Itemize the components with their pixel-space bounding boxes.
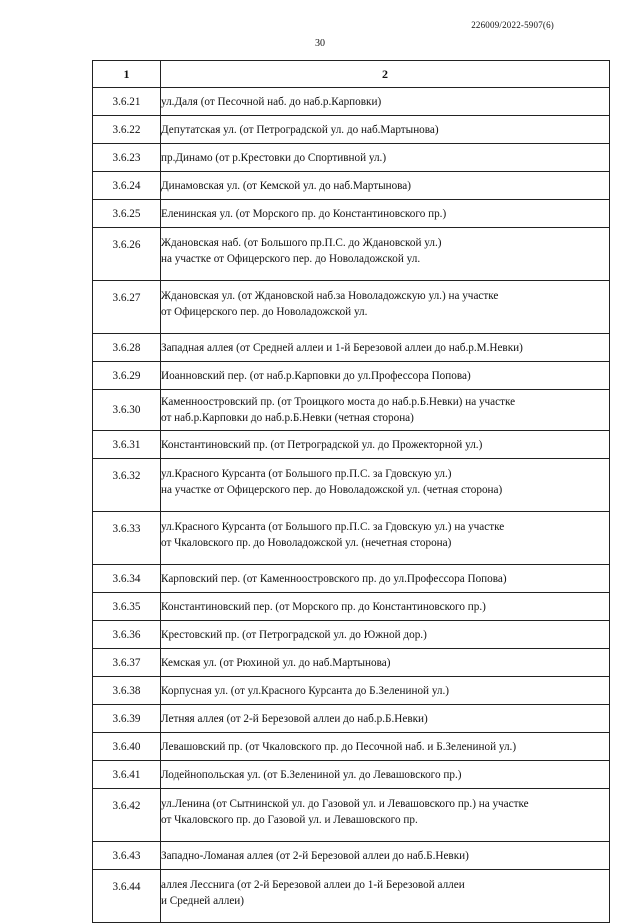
- row-number: 3.6.37: [93, 649, 161, 677]
- table-row: [93, 390, 610, 431]
- table-row: [93, 88, 610, 116]
- table-row: [93, 512, 610, 565]
- row-description: [161, 789, 610, 842]
- row-number: 3.6.30: [93, 390, 161, 431]
- table-row: [93, 789, 610, 842]
- table-header-row: [93, 61, 610, 88]
- row-description: Еленинская ул. (от Морского пр. до Константиновского пр.): [161, 200, 610, 228]
- row-number: 3.6.44: [93, 870, 161, 923]
- row-number: 3.6.41: [93, 761, 161, 789]
- row-description: [161, 281, 610, 334]
- row-description: Константиновский пер. (от Морского пр. до Константиновского пр.): [161, 593, 610, 621]
- row-description: [161, 870, 610, 923]
- table-row: [93, 733, 610, 761]
- row-description-line: от Чкаловского пр. до Газовой ул. и Левашовского пр.: [161, 814, 418, 826]
- table-row: [93, 459, 610, 512]
- row-number: 3.6.23: [93, 144, 161, 172]
- table-row: [93, 228, 610, 281]
- row-number: 3.6.43: [93, 842, 161, 870]
- table-row: [93, 200, 610, 228]
- row-number: 3.6.25: [93, 200, 161, 228]
- table-row: [93, 593, 610, 621]
- row-description: [161, 228, 610, 281]
- table-row: [93, 362, 610, 390]
- row-description-line: Ждановская наб. (от Большого пр.П.С. до Ждановской ул.): [161, 237, 442, 249]
- row-number: 3.6.38: [93, 677, 161, 705]
- table-row: [93, 705, 610, 733]
- row-description-line: от Чкаловского пр. до Новоладожской ул. (нечетная сторона): [161, 537, 452, 549]
- row-number: 3.6.42: [93, 789, 161, 842]
- row-description-line: на участке от Офицерского пер. до Новоладожской ул. (четная сторона): [161, 484, 503, 496]
- page-number: 30: [315, 38, 325, 49]
- row-number: 3.6.21: [93, 88, 161, 116]
- row-number: 3.6.24: [93, 172, 161, 200]
- row-number: 3.6.36: [93, 621, 161, 649]
- row-description: Константиновский пр. (от Петроградской ул. до Прожекторной ул.): [161, 431, 610, 459]
- table-row: [93, 144, 610, 172]
- row-description-line: на участке от Офицерского пер. до Новоладожской ул.: [161, 253, 421, 265]
- row-description-line: ул.Ленина (от Сытнинской ул. до Газовой ул. и Левашовского пр.) на участке: [161, 798, 529, 810]
- row-description: Западно-Ломаная аллея (от 2-й Березовой аллеи до наб.Б.Невки): [161, 842, 610, 870]
- streets-table: [92, 60, 610, 923]
- row-description: Депутатская ул. (от Петроградской ул. до наб.Мартынова): [161, 116, 610, 144]
- row-description-line: ул.Красного Курсанта (от Большого пр.П.С. за Гдовскую ул.): [161, 468, 452, 480]
- row-number: 3.6.34: [93, 565, 161, 593]
- table-row: [93, 649, 610, 677]
- row-description-line: Ждановская ул. (от Ждановской наб.за Новоладожскую ул.) на участке: [161, 290, 499, 302]
- table-row: [93, 431, 610, 459]
- table-row: [93, 842, 610, 870]
- table-row: [93, 621, 610, 649]
- document-number: 226009/2022-5907(6): [471, 20, 554, 30]
- table-row: [93, 172, 610, 200]
- row-description-line: ул.Красного Курсанта (от Большого пр.П.С. за Гдовскую ул.) на участке: [161, 521, 505, 533]
- row-number: 3.6.22: [93, 116, 161, 144]
- table-row: [93, 334, 610, 362]
- row-description: Летняя аллея (от 2-й Березовой аллеи до наб.р.Б.Невки): [161, 705, 610, 733]
- table-row: [93, 116, 610, 144]
- row-description: Динамовская ул. (от Кемской ул. до наб.Мартынова): [161, 172, 610, 200]
- row-description: Крестовский пр. (от Петроградской ул. до Южной дор.): [161, 621, 610, 649]
- row-number: 3.6.35: [93, 593, 161, 621]
- row-description: [161, 390, 610, 431]
- column-header-number: 1: [93, 61, 161, 88]
- row-number: 3.6.40: [93, 733, 161, 761]
- row-number: 3.6.27: [93, 281, 161, 334]
- row-number: 3.6.32: [93, 459, 161, 512]
- row-description: Карповский пер. (от Каменноостровского пр. до ул.Профессора Попова): [161, 565, 610, 593]
- row-description-line: от Офицерского пер. до Новоладожской ул.: [161, 306, 368, 318]
- row-description: [161, 459, 610, 512]
- row-description: Левашовский пр. (от Чкаловского пр. до Песочной наб. и Б.Зелениной ул.): [161, 733, 610, 761]
- row-description-line: Каменноостровский пр. (от Троицкого моста до наб.р.Б.Невки) на участке: [161, 396, 516, 408]
- row-description: Корпусная ул. (от ул.Красного Курсанта до Б.Зелениной ул.): [161, 677, 610, 705]
- row-number: 3.6.39: [93, 705, 161, 733]
- table-row: [93, 677, 610, 705]
- row-description-line: от наб.р.Карповки до наб.р.Б.Невки (четная сторона): [161, 412, 414, 424]
- row-description: Западная аллея (от Средней аллеи и 1-й Березовой аллеи до наб.р.М.Невки): [161, 334, 610, 362]
- row-number: 3.6.31: [93, 431, 161, 459]
- row-number: 3.6.26: [93, 228, 161, 281]
- row-number: 3.6.29: [93, 362, 161, 390]
- row-number: 3.6.33: [93, 512, 161, 565]
- row-description: Иоанновский пер. (от наб.р.Карповки до ул.Профессора Попова): [161, 362, 610, 390]
- row-description-line: и Средней аллеи): [161, 895, 244, 907]
- row-description: пр.Динамо (от р.Крестовки до Спортивной ул.): [161, 144, 610, 172]
- table-row: [93, 870, 610, 923]
- row-number: 3.6.28: [93, 334, 161, 362]
- row-description: ул.Даля (от Песочной наб. до наб.р.Карповки): [161, 88, 610, 116]
- table-row: [93, 281, 610, 334]
- row-description: [161, 512, 610, 565]
- row-description: Кемская ул. (от Рюхиной ул. до наб.Мартынова): [161, 649, 610, 677]
- column-header-description: 2: [161, 61, 610, 88]
- row-description-line: аллея Лесснига (от 2-й Березовой аллеи до 1-й Березовой аллеи: [161, 879, 465, 891]
- table-row: [93, 565, 610, 593]
- table-row: [93, 761, 610, 789]
- row-description: Лодейнопольская ул. (от Б.Зелениной ул. до Левашовского пр.): [161, 761, 610, 789]
